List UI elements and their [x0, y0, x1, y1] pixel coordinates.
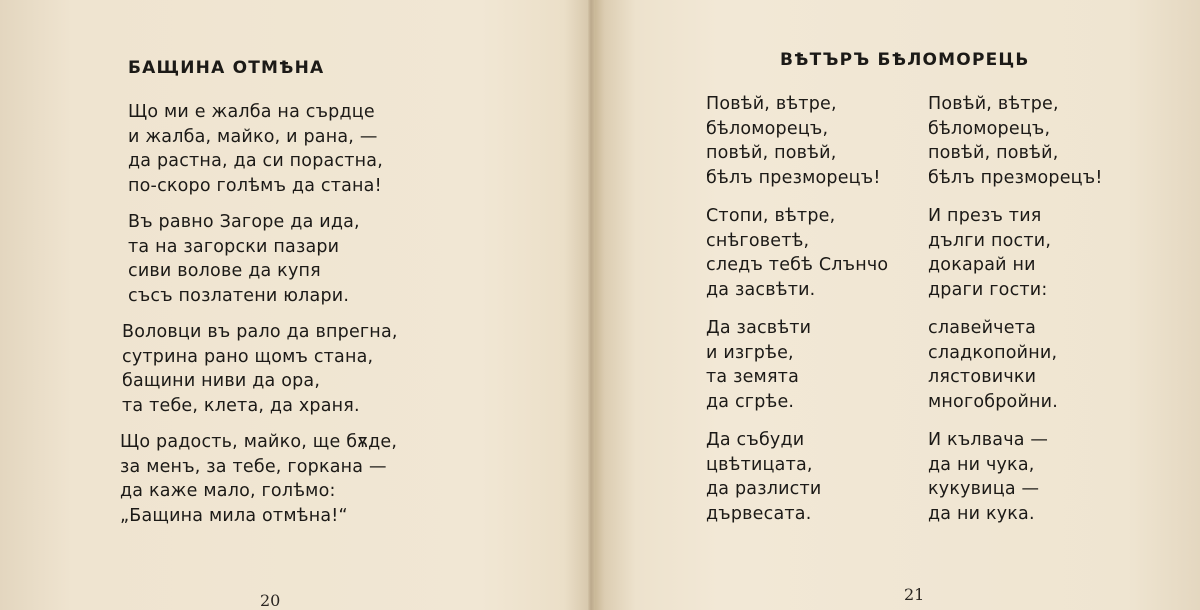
stanza	[928, 92, 1103, 190]
verse-line: да разлисти	[706, 479, 822, 499]
verse-line: сутрина рано щомъ стана,	[122, 346, 374, 367]
verse-line: снѣговетѣ,	[706, 230, 810, 251]
verse-line: по-скоро голѣмъ да стана!	[128, 175, 382, 196]
stanza	[128, 210, 360, 308]
verse-line: славейчета	[928, 318, 1037, 338]
verse-line: дървесата.	[706, 503, 812, 524]
verse-line: И презъ тия	[928, 206, 1042, 226]
verse-line: бѣломорецъ,	[928, 118, 1051, 139]
stanza	[928, 204, 1051, 302]
stanza	[706, 316, 811, 414]
right-page	[592, 0, 1200, 610]
page-number-right: 21	[904, 585, 925, 604]
verse-line: да ни кука.	[928, 503, 1035, 524]
verse-line: дълги пости,	[928, 230, 1052, 251]
verse-line: Воловци въ рало да впрегна,	[122, 322, 398, 342]
verse-line: бащини ниви да ора,	[122, 371, 321, 391]
verse-line: бѣлъ презморецъ!	[706, 167, 881, 188]
stanza	[122, 320, 398, 418]
verse-line: драги гости:	[928, 279, 1048, 300]
verse-line: да ни чука,	[928, 454, 1035, 475]
verse-line: лястовички	[928, 367, 1037, 387]
verse-line: та на загорски пазари	[128, 236, 340, 257]
verse-line: да засвѣти.	[706, 279, 816, 300]
verse-line: Стопи, вѣтре,	[706, 206, 836, 226]
stanza	[120, 430, 397, 528]
verse-line: да растна, да си порастна,	[128, 151, 383, 171]
verse-line: Повѣй, вѣтре,	[928, 94, 1059, 114]
poem-title-left: БАЩИНА ОТМѢНА	[128, 58, 325, 78]
stanza	[706, 428, 821, 526]
verse-line: докарай ни	[928, 255, 1036, 275]
poem-title-right: ВѢТЪРЪ БѢЛОМОРЕЦЬ	[780, 50, 1030, 70]
page-number-left: 20	[260, 591, 281, 610]
verse-line: Да засвѣти	[706, 318, 812, 338]
stanza	[706, 204, 888, 302]
verse-line: Да събуди	[706, 430, 805, 450]
stanza	[706, 92, 881, 190]
verse-line: Що радость, майко, ще бѫде,	[120, 432, 398, 452]
verse-line: да сгрѣе.	[706, 391, 795, 412]
verse-line: И кълвача —	[928, 430, 1049, 450]
verse-line: цвѣтицата,	[706, 454, 813, 475]
verse-line: бѣлъ презморецъ!	[928, 167, 1103, 188]
verse-line: и изгрѣе,	[706, 342, 794, 363]
verse-line: сиви волове да купя	[128, 261, 321, 281]
verse-line: да каже мало, голѣмо:	[120, 481, 336, 501]
verse-line: многобройни.	[928, 391, 1059, 412]
verse-line: та земята	[706, 367, 799, 387]
verse-line: Въ равно Загоре да ида,	[128, 212, 360, 232]
verse-line: съсъ позлатени юлари.	[128, 285, 350, 306]
left-page	[0, 0, 592, 610]
verse-line: кукувица —	[928, 479, 1040, 499]
verse-line: та тебе, клета, да храня.	[122, 395, 360, 416]
verse-line: „Бащина мила отмѣна!“	[120, 505, 348, 526]
verse-line: Що ми е жалба на сърдце	[128, 102, 375, 122]
stanza	[928, 428, 1048, 526]
verse-line: следъ тебѣ Слънчо	[706, 255, 889, 275]
stanza	[928, 316, 1058, 414]
verse-line: повѣй, повѣй,	[928, 143, 1059, 163]
verse-line: сладкопойни,	[928, 342, 1058, 363]
verse-line: Повѣй, вѣтре,	[706, 94, 837, 114]
stanza	[128, 100, 383, 198]
verse-line: за менъ, за тебе, горкана —	[120, 456, 387, 477]
verse-line: бѣломорецъ,	[706, 118, 829, 139]
verse-line: повѣй, повѣй,	[706, 143, 837, 163]
verse-line: и жалба, майко, и рана, —	[128, 126, 378, 147]
